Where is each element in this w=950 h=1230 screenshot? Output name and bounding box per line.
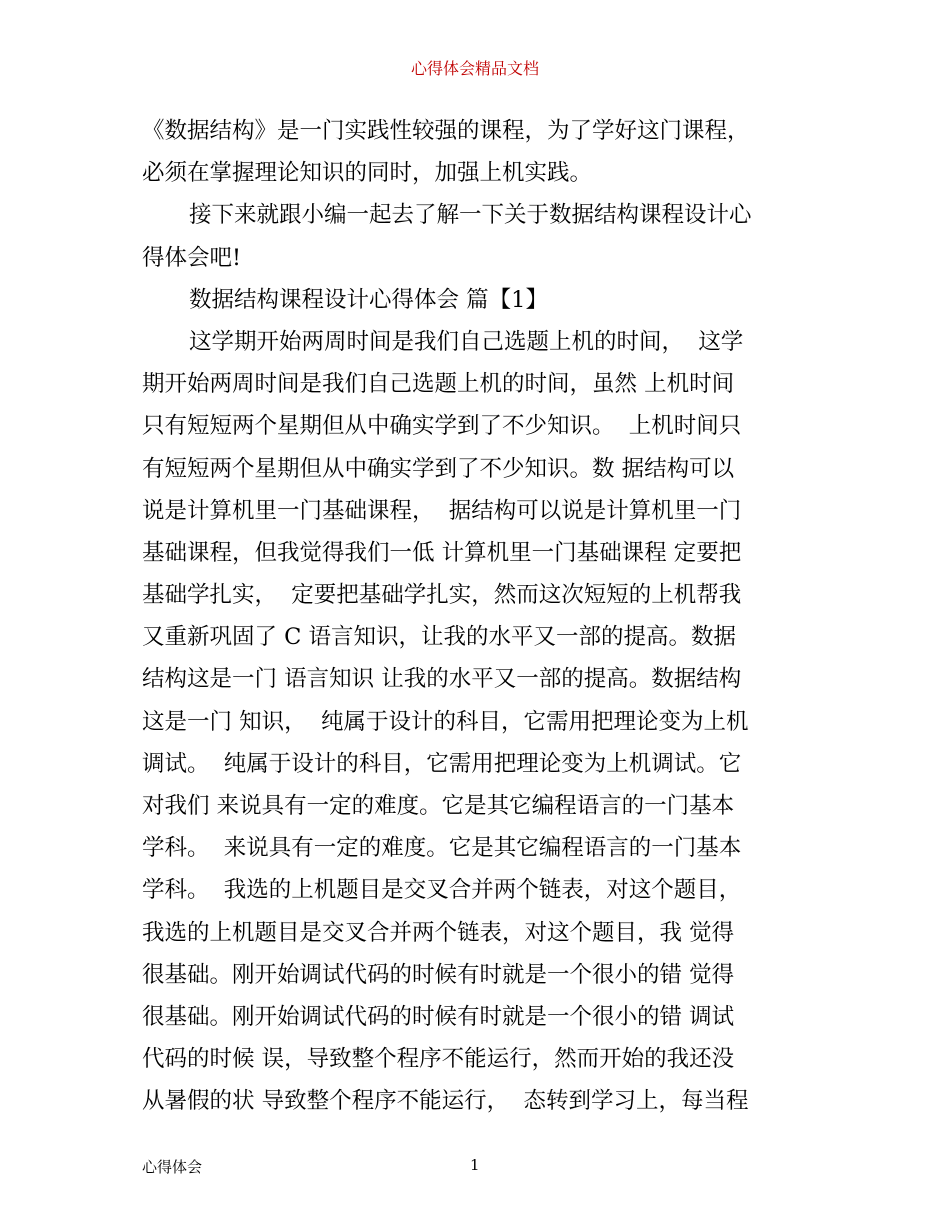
text-line: 这是一门 知识， 纯属于设计的科目，它需用把理论变为上机 bbox=[142, 708, 749, 735]
page-header: 心得体会精品文档 bbox=[410, 59, 539, 78]
text-line: 《数据结构》是一门实践性较强的课程，为了学好这门课程， bbox=[142, 118, 750, 144]
text-line: 得体会吧! bbox=[142, 244, 242, 271]
text-line: 我选的上机题目是交叉合并两个链表，对这个题目，我 觉得 bbox=[142, 919, 735, 946]
text-line: 接下来就跟小编一起去了解一下关于数据结构课程设计心 bbox=[189, 202, 752, 229]
text-line: 只有短短两个星期但从中确实学到了不少知识。 上机时间只 bbox=[142, 413, 742, 440]
text-line: 基础课程，但我觉得我们一低 计算机里一门基础课程 定要把 bbox=[142, 539, 742, 566]
text-line: 对我们 来说具有一定的难度。它是其它编程语言的一门基本 bbox=[142, 793, 735, 819]
text-line: 结构这是一门 语言知识 让我的水平又一部的提高。数据结构 bbox=[142, 666, 742, 693]
text-line: 有短短两个星期但从中确实学到了不少知识。数 据结构可以 bbox=[142, 455, 735, 482]
section-heading: 数据结构课程设计心得体会 篇【1】 bbox=[189, 286, 548, 313]
text-line: 这学期开始两周时间是我们自己选题上机的时间， 这学 bbox=[189, 328, 744, 355]
page-number: 1 bbox=[470, 1156, 480, 1174]
text-line: 很基础。刚开始调试代码的时候有时就是一个很小的错 觉得 bbox=[142, 961, 735, 988]
text-line: 学科。 我选的上机题目是交叉合并两个链表，对这个题目， bbox=[142, 877, 742, 904]
text-line: 又重新巩固了 C 语言知识，让我的水平又一部的提高。数据 bbox=[142, 624, 737, 651]
text-line: 调试。 纯属于设计的科目，它需用把理论变为上机调试。它 bbox=[142, 750, 742, 777]
text-line: 很基础。刚开始调试代码的时候有时就是一个很小的错 调试 bbox=[142, 1003, 735, 1030]
text-line: 说是计算机里一门基础课程， 据结构可以说是计算机里一门 bbox=[142, 497, 742, 524]
text-line: 代码的时候 误，导致整个程序不能运行，然而开始的我还没 bbox=[142, 1046, 735, 1073]
footer-label: 心得体会 bbox=[142, 1158, 203, 1176]
document-body bbox=[142, 110, 812, 1123]
text-line: 学科。 来说具有一定的难度。它是其它编程语言的一门基本 bbox=[142, 835, 742, 862]
text-line: 期开始两周时间是我们自己选题上机的时间，虽然 上机时间 bbox=[142, 371, 735, 398]
text-line: 必须在掌握理论知识的同时，加强上机实践。 bbox=[142, 160, 593, 187]
text-line: 基础学扎实， 定要把基础学扎实，然而这次短短的上机帮我 bbox=[142, 582, 742, 609]
text-line: 从暑假的状 导致整个程序不能运行， 态转到学习上，每当程 bbox=[142, 1088, 749, 1115]
